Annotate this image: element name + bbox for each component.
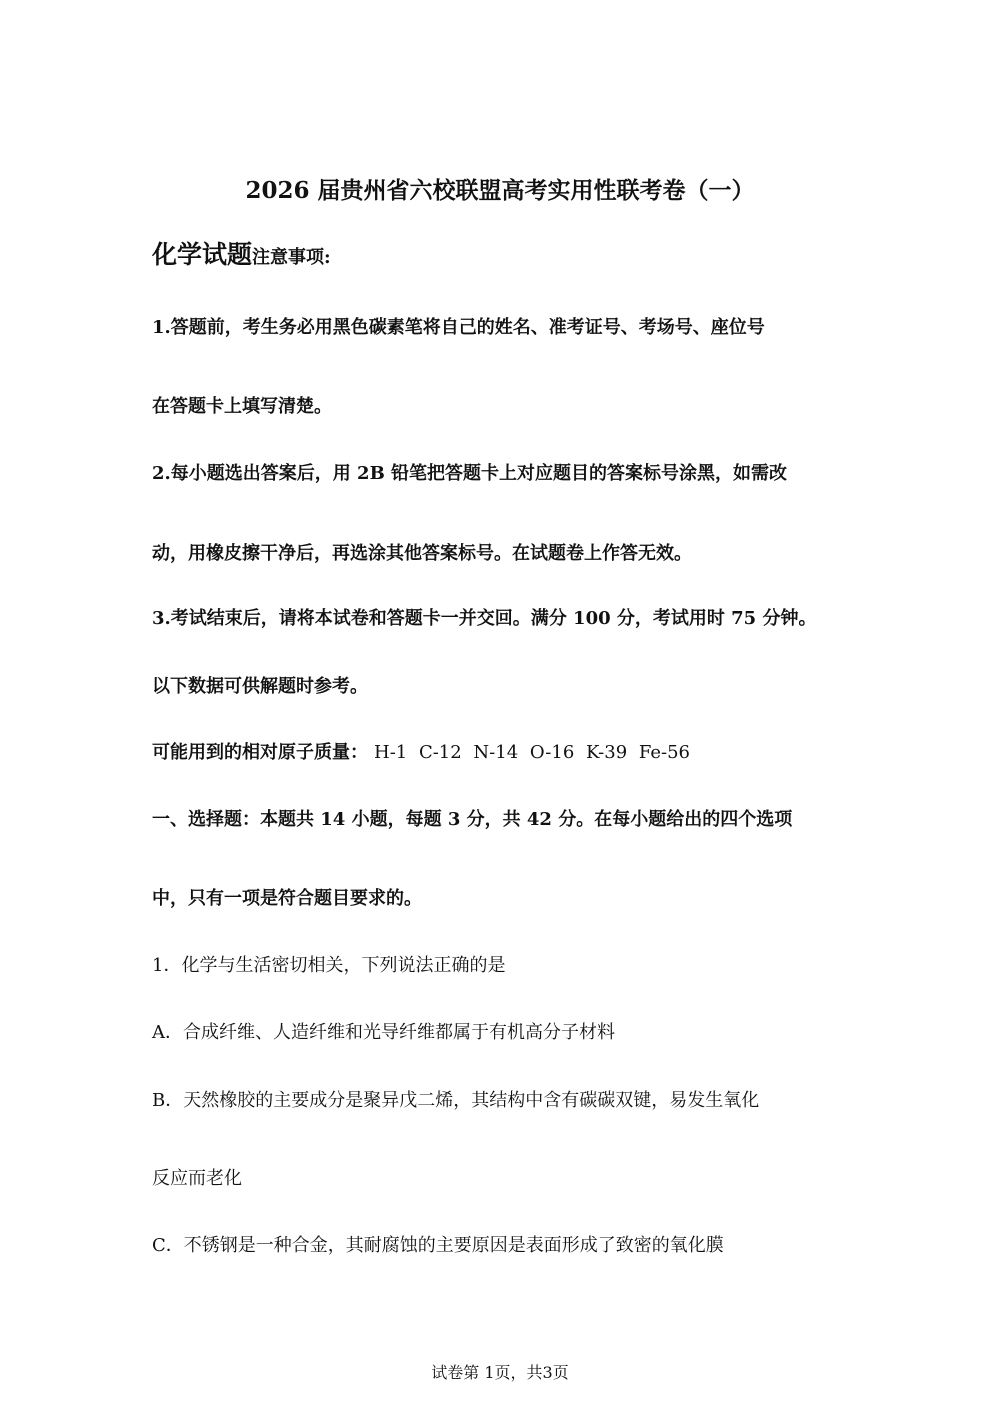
question-stem: 1．化学与生活密切相关，下列说法正确的是	[152, 955, 506, 976]
option-b: B．天然橡胶的主要成分是聚异戊二烯，其结构中含有碳碳双键，易发生氧化	[152, 1090, 760, 1111]
note-line: 2.每小题选出答案后，用 2B 铅笔把答题卡上对应题目的答案标号涂黑，如需改	[152, 463, 788, 484]
notice-heading: 注意事项:	[252, 247, 331, 268]
note-line: 在答题卡上填写清楚。	[152, 396, 332, 417]
note-line: 以下数据可供解题时参考。	[152, 676, 368, 697]
subject-line	[152, 242, 331, 267]
option-c: C．不锈钢是一种合金，其耐腐蚀的主要原因是表面形成了致密的氧化膜	[152, 1235, 724, 1256]
page-footer: 试卷第 1页，共3页	[431, 1363, 569, 1382]
option-a: A．合成纤维、人造纤维和光导纤维都属于有机高分子材料	[152, 1022, 615, 1043]
atomic-mass-values: H-1 C-12 N-14 O-16 K-39 Fe-56	[374, 742, 691, 763]
atomic-mass-label: 可能用到的相对原子质量：	[152, 742, 368, 763]
note-line: 动，用橡皮擦干净后，再选涂其他答案标号。在试题卷上作答无效。	[152, 543, 692, 564]
note-line: 3.考试结束后，请将本试卷和答题卡一并交回。满分 100 分，考试用时 75 分钟。	[152, 608, 817, 629]
note-line: 1.答题前，考生务必用黑色碳素笔将自己的姓名、准考证号、考场号、座位号	[152, 317, 765, 338]
section-heading: 一、选择题：本题共 14 小题，每题 3 分，共 42 分。在每小题给出的四个选项	[152, 809, 793, 830]
section-heading: 中，只有一项是符合题目要求的。	[152, 888, 422, 909]
option-b-continued: 反应而老化	[152, 1168, 242, 1189]
subject-title: 化学试题	[152, 240, 253, 269]
atomic-mass-line	[152, 744, 690, 762]
exam-title: 2026 届贵州省六校联盟高考实用性联考卷（一）	[245, 177, 755, 204]
